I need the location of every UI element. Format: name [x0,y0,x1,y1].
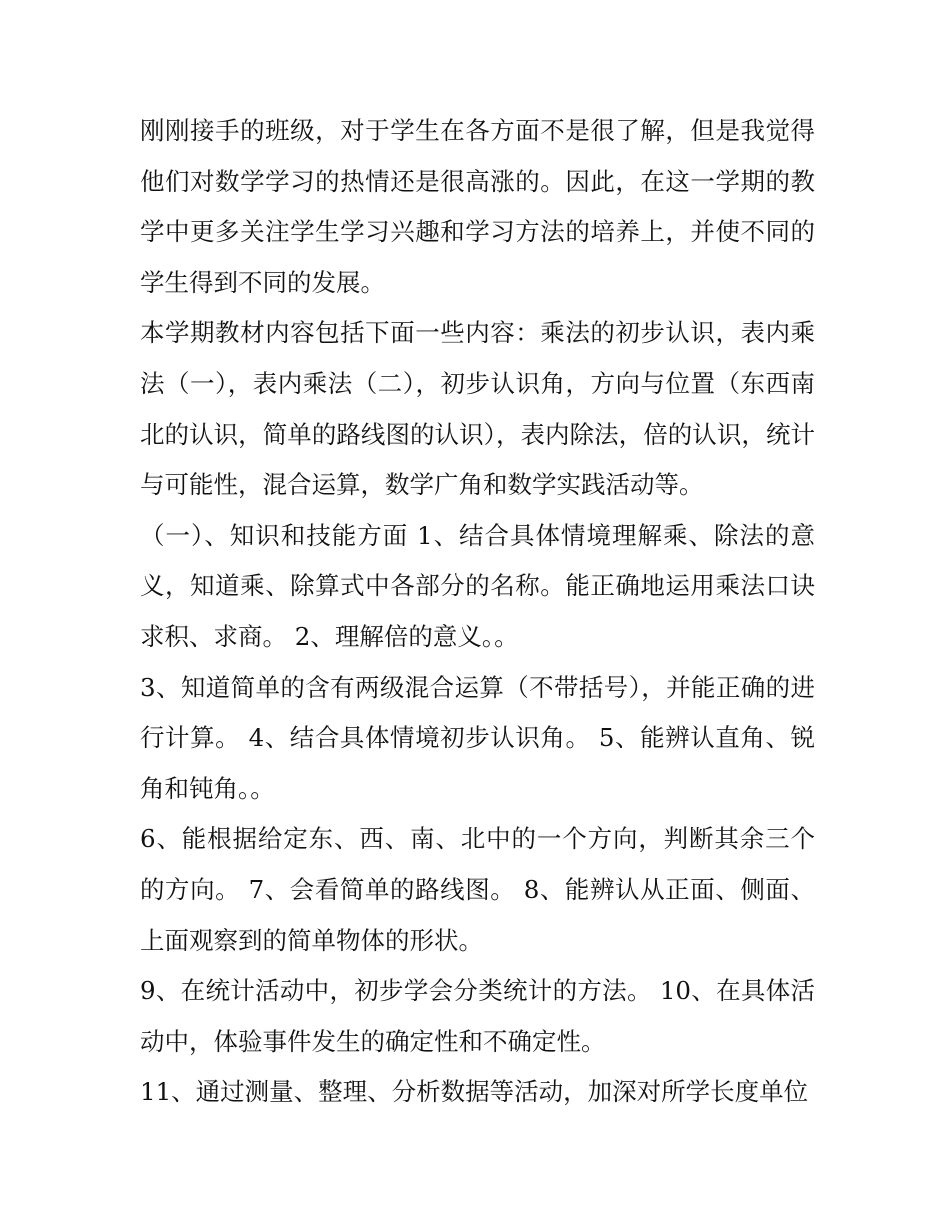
paragraph-goal-9-10: 9、在统计活动中，初步学会分类统计的方法。 10、在具体活动中，体验事件发生的确定性和不确定性。 [140,976,815,1056]
paragraph-goal-3-5: 3、知道简单的含有两级混合运算（不带括号），并能正确的进行计算。 4、结合具体情境初步认识角。 5、能辨认直角、锐角和钝角。。 [140,672,815,803]
paragraph-goal-11: 11、通过测量、整理、分析数据等活动，加深对所学长度单位 [140,1077,809,1107]
paragraph-goal-6-8: 6、能根据给定东、西、南、北中的一个方向，判断其余三个的方向。 7、会看简单的路线图。 8、能辨认从正面、侧面、上面观察到的简单物体的形状。 [140,824,815,955]
paragraph-intro: 刚刚接手的班级，对于学生在各方面不是很了解，但是我觉得他们对数学学习的热情还是很高涨的。因此，在这一学期的教学中更多关注学生学习兴趣和学习方法的培养上，并使不同的学生得到不同的发展。 [140,116,815,297]
document-page [140,106,815,1118]
paragraph-knowledge-skills: （一）、知识和技能方面 1、结合具体情境理解乘、除法的意义，知道乘、除算式中各部分的名称。能正确地运用乘法口诀求积、求商。 2、理解倍的意义。。 [140,520,815,651]
paragraph-content-overview: 本学期教材内容包括下面一些内容：乘法的初步认识，表内乘法（一），表内乘法（二），初步认识角，方向与位置（东西南北的认识，简单的路线图的认识），表内除法，倍的认识，统计与可能性，混合运算，数学广角和数学实践活动等。 [140,318,815,500]
